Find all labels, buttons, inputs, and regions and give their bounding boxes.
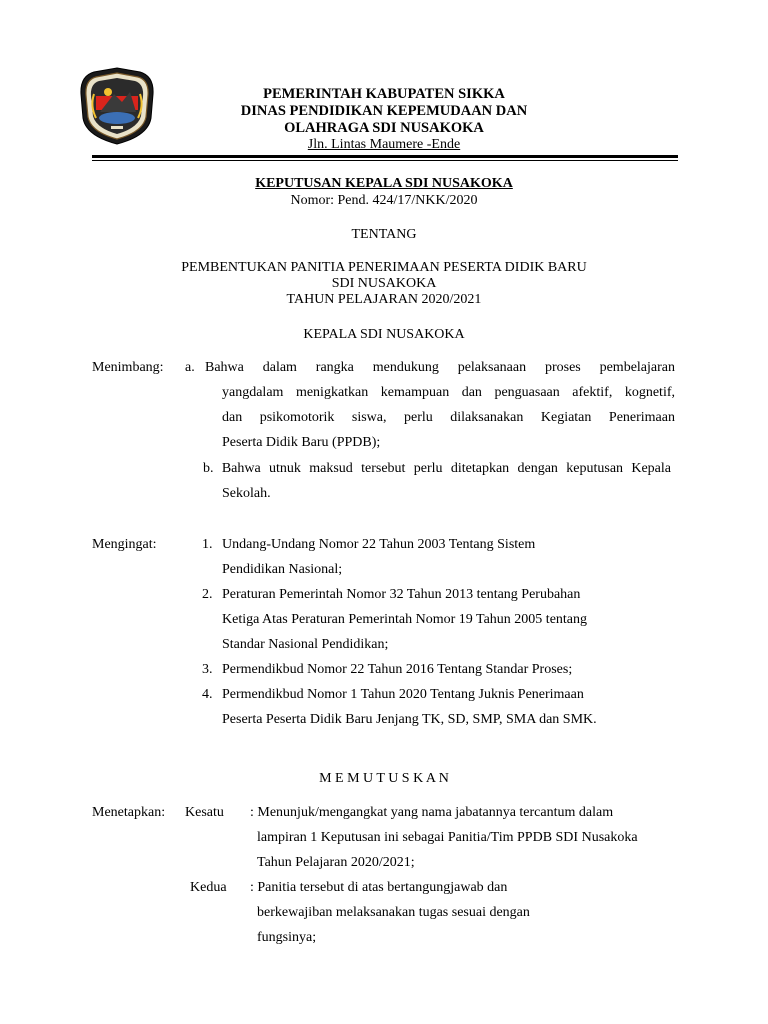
menimbang-a-line-4: Peserta Didik Baru (PPDB); — [222, 435, 381, 450]
menimbang-a-marker: a. — [185, 360, 195, 375]
mengingat-item-1-marker: 1. — [202, 537, 213, 552]
mengingat-item-2-line-1: Peraturan Pemerintah Nomor 32 Tahun 2013 tentang Perubahan — [222, 587, 581, 602]
kesatu-label: Kesatu — [185, 805, 224, 820]
letterhead-rule-thin — [92, 160, 678, 161]
menimbang-a-line-2: yangdalam menigkatkan kemampuan dan penguasaan afektif, kognetif, — [222, 385, 675, 400]
subject-line-1: PEMBENTUKAN PANITIA PENERIMAAN PESERTA DIDIK BARU — [181, 260, 587, 275]
mengingat-item-3-marker: 3. — [202, 662, 213, 677]
decree-title: KEPUTUSAN KEPALA SDI NUSAKOKA — [255, 176, 513, 191]
mengingat-item-2-line-3: Standar Nasional Pendidikan; — [222, 637, 389, 652]
menimbang-label: Menimbang: — [92, 360, 164, 375]
menetapkan-label: Menetapkan: — [92, 805, 166, 820]
mengingat-item-4-line-2: Peserta Peserta Didik Baru Jenjang TK, SD, SMP, SMA dan SMK. — [222, 712, 597, 727]
letterhead-line-2: DINAS PENDIDIKAN KEPEMUDAAN DAN — [240, 103, 528, 119]
kedua-label: Kedua — [190, 880, 227, 895]
decree-number: Nomor: Pend. 424/17/NKK/2020 — [290, 193, 478, 208]
letterhead-line-3: OLAHRAGA SDI NUSAKOKA — [284, 120, 484, 136]
mengingat-item-4-line-1: Permendikbud Nomor 1 Tahun 2020 Tentang Juknis Penerimaan — [222, 687, 584, 702]
menimbang-b-line-1: b. Bahwa utnuk maksud tersebut perlu ditetapkan dengan keputusan Kepala — [203, 461, 671, 476]
kesatu-line-3: Tahun Pelajaran 2020/2021; — [257, 855, 415, 870]
kedua-line-2: berkewajiban melaksanakan tugas sesuai dengan — [257, 905, 530, 920]
mengingat-item-2-marker: 2. — [202, 587, 213, 602]
letterhead-line-1: PEMERINTAH KABUPATEN SIKKA — [263, 86, 505, 102]
menimbang-a-line-1: Bahwa dalam rangka mendukung pelaksanaan proses pembelajaran — [205, 360, 675, 375]
kedua-line-3: fungsinya; — [257, 930, 317, 945]
subject-line-2: SDI NUSAKOKA — [331, 276, 437, 291]
kesatu-line-1: : Menunjuk/mengangkat yang nama jabatannya tercantum dalam — [250, 805, 614, 820]
memutuskan-heading: M E M U T U S K A N — [319, 771, 449, 786]
about-heading: TENTANG — [351, 227, 417, 242]
letterhead-address: Jln. Lintas Maumere -Ende — [307, 137, 461, 152]
kedua-line-1: : Panitia tersebut di atas bertangungjawab dan — [250, 880, 508, 895]
mengingat-item-1-line-1: Undang-Undang Nomor 22 Tahun 2003 Tentang Sistem — [222, 537, 536, 552]
mengingat-item-1-line-2: Pendidikan Nasional; — [222, 562, 343, 577]
mengingat-label: Mengingat: — [92, 537, 157, 552]
mengingat-item-2-line-2: Ketiga Atas Peraturan Pemerintah Nomor 19 Tahun 2005 tentang — [222, 612, 588, 627]
letterhead-rule-thick — [92, 155, 678, 158]
kesatu-line-2: lampiran 1 Keputusan ini sebagai Panitia/Tim PPDB SDI Nusakoka — [257, 830, 638, 845]
mengingat-item-4-marker: 4. — [202, 687, 213, 702]
mengingat-item-3-line-1: Permendikbud Nomor 22 Tahun 2016 Tentang Standar Proses; — [222, 662, 573, 677]
menimbang-a-line-3: dan psikomotorik siswa, perlu dilaksanakan Kegiatan Penerimaan — [222, 410, 675, 425]
menimbang-b-line-2: Sekolah. — [222, 486, 271, 501]
authority-heading: KEPALA SDI NUSAKOKA — [303, 327, 465, 342]
subject-line-3: TAHUN PELAJARAN 2020/2021 — [286, 292, 482, 307]
